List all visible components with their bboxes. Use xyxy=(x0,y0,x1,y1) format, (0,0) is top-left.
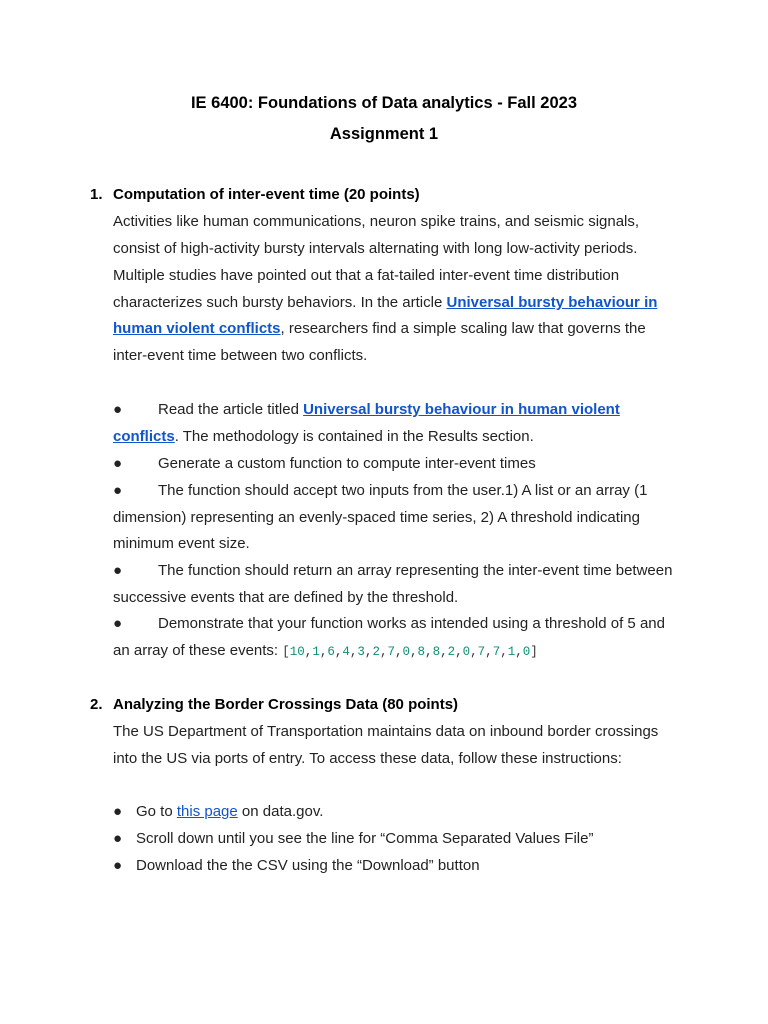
section-1-para-line: Activities like human communications, neuron spike trains, and seismic signals, xyxy=(113,213,640,230)
bullet-text: . The methodology is contained in the Results section. xyxy=(174,428,534,445)
bullet-text: Download the the CSV using the “Download” button xyxy=(136,857,480,874)
bullet-item-demonstrate xyxy=(113,615,665,633)
event-value: 7 xyxy=(477,645,486,659)
section-1-para-line xyxy=(113,320,646,338)
bullet-icon: ● xyxy=(113,830,123,847)
code-comma: , xyxy=(470,645,478,659)
bullet-item-function-return xyxy=(113,562,672,580)
bullet-text: Go to xyxy=(136,803,177,820)
bullet-text: Generate a custom function to compute inter-event times xyxy=(158,455,536,472)
section-2-para-line: The US Department of Transportation maintains data on inbound border crossings xyxy=(113,723,659,740)
bullet-text: on data.gov. xyxy=(237,803,324,820)
bullet-icon: ● xyxy=(113,803,123,820)
section-1-para-line xyxy=(113,294,657,312)
code-bracket: [ xyxy=(282,645,290,659)
bullet-icon: ● xyxy=(113,857,123,874)
bullet-text: Demonstrate that your function works as intended using a threshold of 5 and xyxy=(158,615,665,632)
bullet-item-read-article xyxy=(113,401,620,419)
bullet-continuation xyxy=(113,642,538,661)
event-value: 1 xyxy=(312,645,320,659)
bullet-item-function-inputs xyxy=(113,482,647,500)
section-1-title: Computation of inter-event time (20 points) xyxy=(113,186,420,203)
code-comma: , xyxy=(455,645,463,659)
section-1-heading xyxy=(90,186,420,203)
code-comma: , xyxy=(394,645,403,659)
para-text: , researchers find a simple scaling law that governs the xyxy=(280,320,646,337)
section-1-number: 1. xyxy=(90,186,103,203)
section-1-para-line: Multiple studies have pointed out that a fat-tailed inter-event time distribution xyxy=(113,267,620,284)
section-2-para-line: into the US via ports of entry. To access these data, follow these instructions: xyxy=(113,750,622,767)
code-bracket: ] xyxy=(530,645,538,659)
section-1-para-line: consist of high-activity bursty intervals alternating with long low-activity periods. xyxy=(113,240,638,257)
bullet-continuation: dimension) representing an evenly-spaced time series, 2) A threshold indicating xyxy=(113,509,640,526)
event-value: 8 xyxy=(417,645,426,659)
bullet-text: Read the article titled xyxy=(158,401,304,418)
bullet-item-scroll-down xyxy=(113,830,593,847)
event-value: 1 xyxy=(507,645,516,659)
bullet-item-go-to-page xyxy=(113,803,323,820)
code-comma: , xyxy=(304,645,313,659)
code-comma: , xyxy=(410,645,418,659)
event-value: 2 xyxy=(447,645,456,659)
article-link[interactable]: human violent conflicts xyxy=(113,320,281,337)
event-value: 3 xyxy=(357,645,365,659)
bullet-continuation: successive events that are defined by the threshold. xyxy=(113,589,459,606)
bullet-text: The function should return an array representing the inter-event time between xyxy=(158,562,673,579)
document-subtitle: Assignment 1 xyxy=(329,125,439,143)
article-link[interactable]: Universal bursty behaviour in xyxy=(446,294,658,311)
code-comma: , xyxy=(349,645,358,659)
code-comma: , xyxy=(440,645,448,659)
bullet-text: Scroll down until you see the line for “Comma Separated Values File” xyxy=(136,830,594,847)
section-2-title: Analyzing the Border Crossings Data (80 points) xyxy=(113,696,459,713)
bullet-icon: ● xyxy=(113,562,123,579)
code-comma: , xyxy=(500,645,508,659)
event-value: 7 xyxy=(387,645,395,659)
section-2-number: 2. xyxy=(90,696,103,713)
document-title: IE 6400: Foundations of Data analytics - Fall 2023 xyxy=(190,94,578,112)
bullet-icon: ● xyxy=(113,401,123,418)
article-link[interactable]: Universal bursty behaviour in human violent xyxy=(303,401,620,418)
code-comma: , xyxy=(425,645,433,659)
code-comma: , xyxy=(379,645,388,659)
event-value: 0 xyxy=(402,645,411,659)
event-value: 7 xyxy=(492,645,501,659)
code-comma: , xyxy=(485,645,493,659)
bullet-icon: ● xyxy=(113,455,123,472)
bullet-icon: ● xyxy=(113,615,123,632)
events-array-code xyxy=(282,645,538,659)
bullet-text: The function should accept two inputs from the user.1) A list or an array (1 xyxy=(158,482,648,499)
para-text: characterizes such bursty behaviors. In the article xyxy=(113,294,447,311)
bullet-continuation xyxy=(113,428,534,446)
event-value: 0 xyxy=(522,645,531,659)
code-comma: , xyxy=(364,645,373,659)
bullet-item-custom-function xyxy=(113,455,536,473)
event-value: 2 xyxy=(372,645,380,659)
code-comma: , xyxy=(515,645,523,659)
this-page-link[interactable]: this page xyxy=(176,803,238,820)
event-value: 4 xyxy=(342,645,350,659)
bullet-icon: ● xyxy=(113,482,123,499)
bullet-continuation: minimum event size. xyxy=(113,535,250,552)
event-value: 8 xyxy=(432,645,441,659)
bullet-item-download-csv xyxy=(113,857,480,874)
section-1-para-line: inter-event time between two conflicts. xyxy=(113,347,368,364)
event-value: 0 xyxy=(462,645,471,659)
code-comma: , xyxy=(334,645,343,659)
code-comma: , xyxy=(319,645,328,659)
section-2-heading xyxy=(90,696,458,713)
article-link[interactable]: conflicts xyxy=(113,428,175,445)
bullet-text: an array of these events: xyxy=(113,642,283,659)
event-value: 6 xyxy=(327,645,335,659)
event-value: 10 xyxy=(289,645,305,659)
